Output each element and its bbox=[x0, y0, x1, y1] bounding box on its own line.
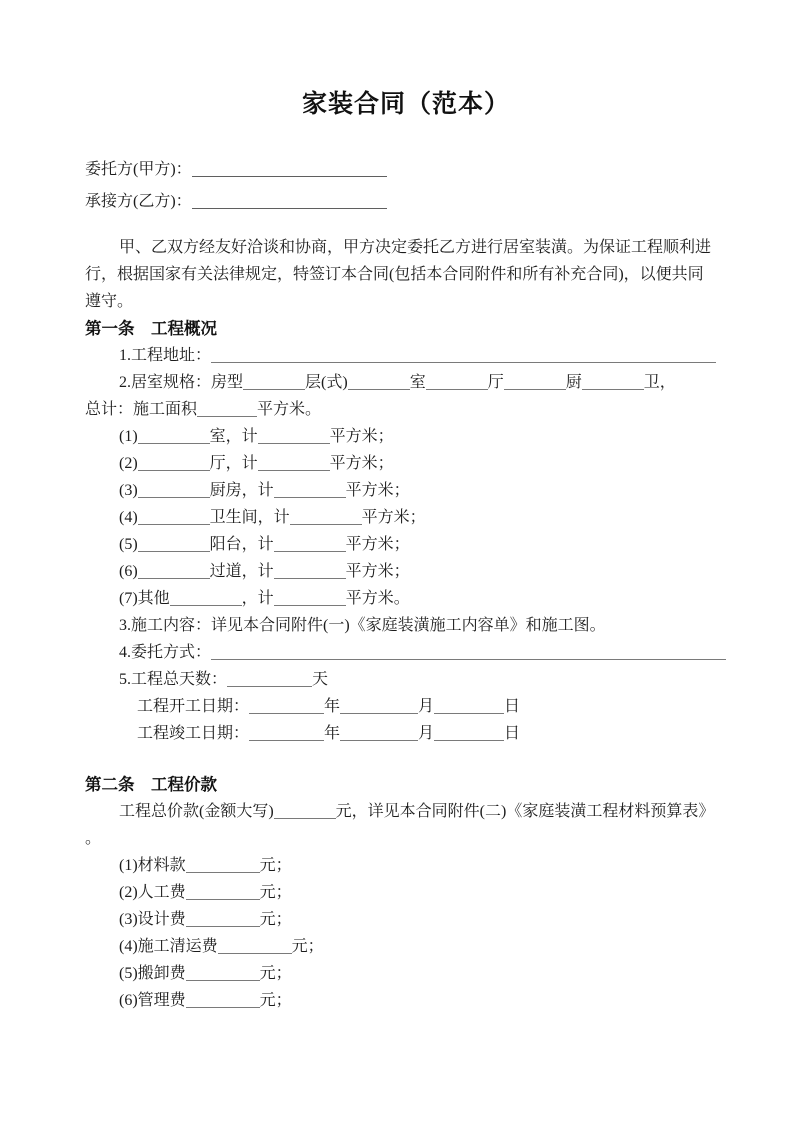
line-text: (2) bbox=[119, 455, 138, 472]
line-text: (3)设计费 bbox=[119, 911, 186, 928]
fill-in-blank bbox=[426, 385, 488, 390]
contract-line bbox=[85, 477, 727, 504]
line-text: 厨房，计 bbox=[209, 482, 274, 499]
line-text: 工程开工日期： bbox=[137, 698, 250, 715]
fill-in-blank bbox=[186, 976, 260, 981]
contract-line bbox=[85, 585, 727, 612]
contract-line bbox=[85, 960, 727, 987]
section-heading: 第一条 工程概况 bbox=[85, 319, 217, 338]
line-text: 卫， bbox=[643, 374, 676, 391]
line-text: 平方米； bbox=[345, 482, 410, 499]
line-text: 平方米。 bbox=[345, 590, 410, 607]
fill-in-blank bbox=[434, 709, 504, 714]
line-text: 日 bbox=[504, 698, 521, 715]
line-text: ，计 bbox=[241, 590, 274, 607]
fill-in-blank bbox=[192, 172, 387, 177]
line-text: 室，计 bbox=[209, 428, 258, 445]
line-text: 平方米； bbox=[345, 563, 410, 580]
party-line bbox=[85, 186, 727, 218]
fill-in-blank bbox=[434, 736, 504, 741]
fill-in-blank bbox=[186, 868, 260, 873]
line-text: (5)搬卸费 bbox=[119, 965, 186, 982]
fill-in-blank bbox=[197, 412, 257, 417]
line-text: 1.工程地址： bbox=[119, 347, 212, 364]
line-text: 5.工程总天数： bbox=[119, 671, 228, 688]
line-text: 元； bbox=[259, 884, 292, 901]
fill-in-blank bbox=[170, 601, 242, 606]
line-text: 。 bbox=[85, 830, 102, 847]
fill-in-blank bbox=[192, 204, 387, 209]
contract-line bbox=[85, 369, 727, 396]
contract-line bbox=[85, 396, 727, 423]
line-text: 平方米。 bbox=[257, 401, 322, 418]
line-text: 工程竣工日期： bbox=[137, 725, 250, 742]
line-text: (1)材料款 bbox=[119, 857, 186, 874]
contract-line bbox=[85, 639, 727, 666]
line-text: 年 bbox=[324, 725, 341, 742]
fill-in-blank bbox=[258, 439, 330, 444]
party-label: 委托方(甲方)： bbox=[85, 161, 192, 178]
fill-in-blank bbox=[340, 736, 418, 741]
contract-line bbox=[85, 531, 727, 558]
line-text: (4)施工清运费 bbox=[119, 938, 218, 955]
line-text: 平方米； bbox=[345, 536, 410, 553]
line-text: 室 bbox=[409, 374, 426, 391]
fill-in-blank bbox=[186, 895, 260, 900]
contract-line bbox=[85, 558, 727, 585]
intro-line: 甲、乙双方经友好洽谈和协商，甲方决定委托乙方进行居室装潢。为保证工程顺利进 bbox=[119, 239, 712, 256]
line-text: 元； bbox=[291, 938, 324, 955]
line-text: 月 bbox=[418, 725, 435, 742]
line-text: (5) bbox=[119, 536, 138, 553]
contract-line bbox=[85, 504, 727, 531]
line-text: (1) bbox=[119, 428, 138, 445]
line-text: (2)人工费 bbox=[119, 884, 186, 901]
intro-paragraph bbox=[85, 234, 727, 315]
line-text: 过道，计 bbox=[209, 563, 274, 580]
line-text: 厅 bbox=[487, 374, 504, 391]
contract-title: 家装合同（范本） bbox=[301, 91, 510, 118]
fill-in-blank bbox=[227, 682, 312, 687]
line-text: 阳台，计 bbox=[209, 536, 274, 553]
line-text: 3.施工内容：详见本合同附件(一)《家庭装潢施工内容单》和施工图。 bbox=[119, 617, 606, 634]
contract-line bbox=[85, 342, 727, 369]
contract-line bbox=[85, 450, 727, 477]
contract-line bbox=[85, 666, 727, 693]
line-text: 元，详见本合同附件(二)《家庭装潢工程材料预算表》 bbox=[335, 803, 715, 820]
intro-line: 遵守。 bbox=[85, 293, 134, 310]
fill-in-blank bbox=[274, 493, 346, 498]
line-text: 卫生间，计 bbox=[209, 509, 290, 526]
fill-in-blank bbox=[138, 466, 210, 471]
fill-in-blank bbox=[211, 358, 716, 363]
fill-in-blank bbox=[138, 574, 210, 579]
fill-in-blank bbox=[243, 385, 305, 390]
contract-line bbox=[85, 720, 727, 747]
fill-in-blank bbox=[138, 547, 210, 552]
line-text: 层(式) bbox=[305, 374, 348, 391]
fill-in-blank bbox=[186, 1003, 260, 1008]
line-text: 元； bbox=[259, 857, 292, 874]
fill-in-blank bbox=[249, 709, 324, 714]
fill-in-blank bbox=[504, 385, 566, 390]
fill-in-blank bbox=[218, 949, 292, 954]
contract-line bbox=[85, 852, 727, 879]
line-text: 厨 bbox=[565, 374, 582, 391]
fill-in-blank bbox=[348, 385, 410, 390]
line-text: 元； bbox=[259, 992, 292, 1009]
line-text: (4) bbox=[119, 509, 138, 526]
line-text: (6) bbox=[119, 563, 138, 580]
line-text: 平方米； bbox=[329, 428, 394, 445]
line-text: 日 bbox=[504, 725, 521, 742]
line-text: 年 bbox=[324, 698, 341, 715]
fill-in-blank bbox=[274, 547, 346, 552]
fill-in-blank bbox=[211, 655, 726, 660]
fill-in-blank bbox=[258, 466, 330, 471]
line-text: (7)其他 bbox=[119, 590, 170, 607]
line-text: 平方米； bbox=[361, 509, 426, 526]
fill-in-blank bbox=[138, 439, 210, 444]
line-text: 元； bbox=[259, 911, 292, 928]
line-text: 厅，计 bbox=[209, 455, 258, 472]
fill-in-blank bbox=[138, 493, 210, 498]
contract-line bbox=[85, 933, 727, 960]
fill-in-blank bbox=[274, 574, 346, 579]
line-text: 元； bbox=[259, 965, 292, 982]
intro-line: 行，根据国家有关法律规定，特签订本合同(包括本合同附件和所有补充合同)，以便共同 bbox=[85, 266, 704, 283]
fill-in-blank bbox=[274, 814, 336, 819]
line-text: (6)管理费 bbox=[119, 992, 186, 1009]
line-text: 工程总价款(金额大写) bbox=[119, 803, 274, 820]
party-label: 承接方(乙方)： bbox=[85, 193, 192, 210]
contract-sections bbox=[85, 315, 727, 1014]
line-text: (3) bbox=[119, 482, 138, 499]
line-text: 4.委托方式： bbox=[119, 644, 212, 661]
party-line bbox=[85, 154, 727, 186]
fill-in-blank bbox=[582, 385, 644, 390]
line-text: 天 bbox=[312, 671, 329, 688]
fill-in-blank bbox=[274, 601, 346, 606]
contract-line bbox=[85, 879, 727, 906]
parties-block bbox=[85, 154, 727, 218]
contract-line bbox=[85, 612, 727, 639]
contract-line bbox=[85, 906, 727, 933]
line-text: 2.居室规格：房型 bbox=[119, 374, 244, 391]
contract-line bbox=[85, 423, 727, 450]
contract-line bbox=[85, 693, 727, 720]
fill-in-blank bbox=[340, 709, 418, 714]
contract-line bbox=[85, 987, 727, 1014]
line-text: 总计：施工面积 bbox=[85, 401, 198, 418]
contract-line bbox=[85, 798, 727, 825]
line-text: 平方米； bbox=[329, 455, 394, 472]
fill-in-blank bbox=[138, 520, 210, 525]
line-text: 月 bbox=[418, 698, 435, 715]
fill-in-blank bbox=[290, 520, 362, 525]
fill-in-blank bbox=[249, 736, 324, 741]
fill-in-blank bbox=[186, 922, 260, 927]
section-heading: 第二条 工程价款 bbox=[85, 775, 217, 794]
contract-line bbox=[85, 825, 727, 852]
